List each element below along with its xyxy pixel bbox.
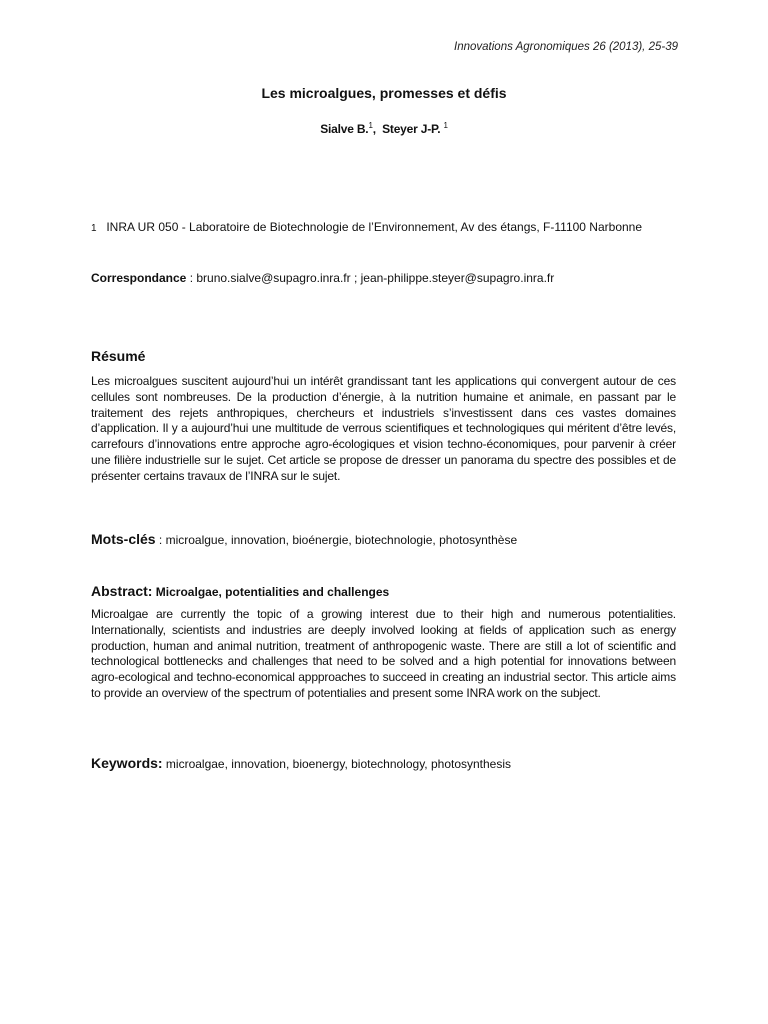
abstract-paragraph: Microalgae are currently the topic of a growing interest due to their high and numerous potentialities. Internationally, scientists and industries are deeply involved looking at fields of application such as energy production, human and animal nutrition, treatment of anthropogenic waste. There are still a lot of scientific and technological bottlenecks and challenges that need to be solved and a high potential for innovations between agro-ecological and techno-economical appproaches to succeed in creating an industrial sector. This article aims to provide an overview of the spectrum of potentialies and present some INRA work on the subject. [91, 607, 676, 700]
author-list [0, 121, 768, 136]
keywords-list: microalgae, innovation, bioenergy, biotechnology, photosynthesis [162, 757, 512, 771]
affiliation-marker: 1 [91, 223, 97, 234]
resume-heading: Résumé [91, 348, 146, 364]
author-separator: , [372, 122, 376, 136]
journal-reference: Innovations Agronomiques 26 (2013), 25-39 [454, 41, 678, 53]
mots-cles [91, 531, 691, 547]
abstract-heading [91, 583, 389, 599]
correspondence-label: Correspondance [91, 271, 187, 285]
affiliation-marker: 1 [443, 121, 448, 130]
abstract-title: Microalgae, potentialities and challenges [152, 585, 390, 599]
correspondence-emails: : bruno.sialve@supagro.inra.fr ; jean-philippe.steyer@supagro.inra.fr [186, 271, 555, 285]
author-name: Sialve B. [320, 122, 369, 136]
correspondence [91, 271, 691, 285]
abstract-label: Abstract: [91, 583, 153, 599]
affiliation-marker: 1 [368, 121, 373, 130]
author-name: Steyer J-P. [382, 122, 441, 136]
affiliation [91, 220, 691, 234]
resume-paragraph: Les microalgues suscitent aujourd’hui un intérêt grandissant tant les applications qui convergent autour de ces cellules sont nombreuses. De la production d’énergie, à la nutrition humaine et animale, en passant par le traitement des rejets anthropiques, chercheurs et industriels s’investissent dans ces vastes domaines d’application. Il y a aujourd’hui une multitude de verrous scientifiques et technologiques qui méritent d’être levés, carrefours d’innovations entre approche agro-écologiques et vision techno-économiques, pour parvenir à créer une filière industrielle sur le sujet. Cet article se propose de dresser un panorama du spectre des possibles et de présenter certains travaux de l’INRA sur le sujet. [91, 374, 676, 483]
mots-cles-label: Mots-clés [91, 531, 156, 547]
keywords [91, 755, 691, 771]
mots-cles-list: : microalgue, innovation, bioénergie, biotechnologie, photosynthèse [155, 533, 518, 547]
paper-title: Les microalgues, promesses et défis [261, 85, 507, 101]
keywords-label: Keywords: [91, 755, 163, 771]
affiliation-text: INRA UR 050 - Laboratoire de Biotechnologie de l’Environnement, Av des étangs, F-11100 Narbonne [106, 220, 643, 234]
